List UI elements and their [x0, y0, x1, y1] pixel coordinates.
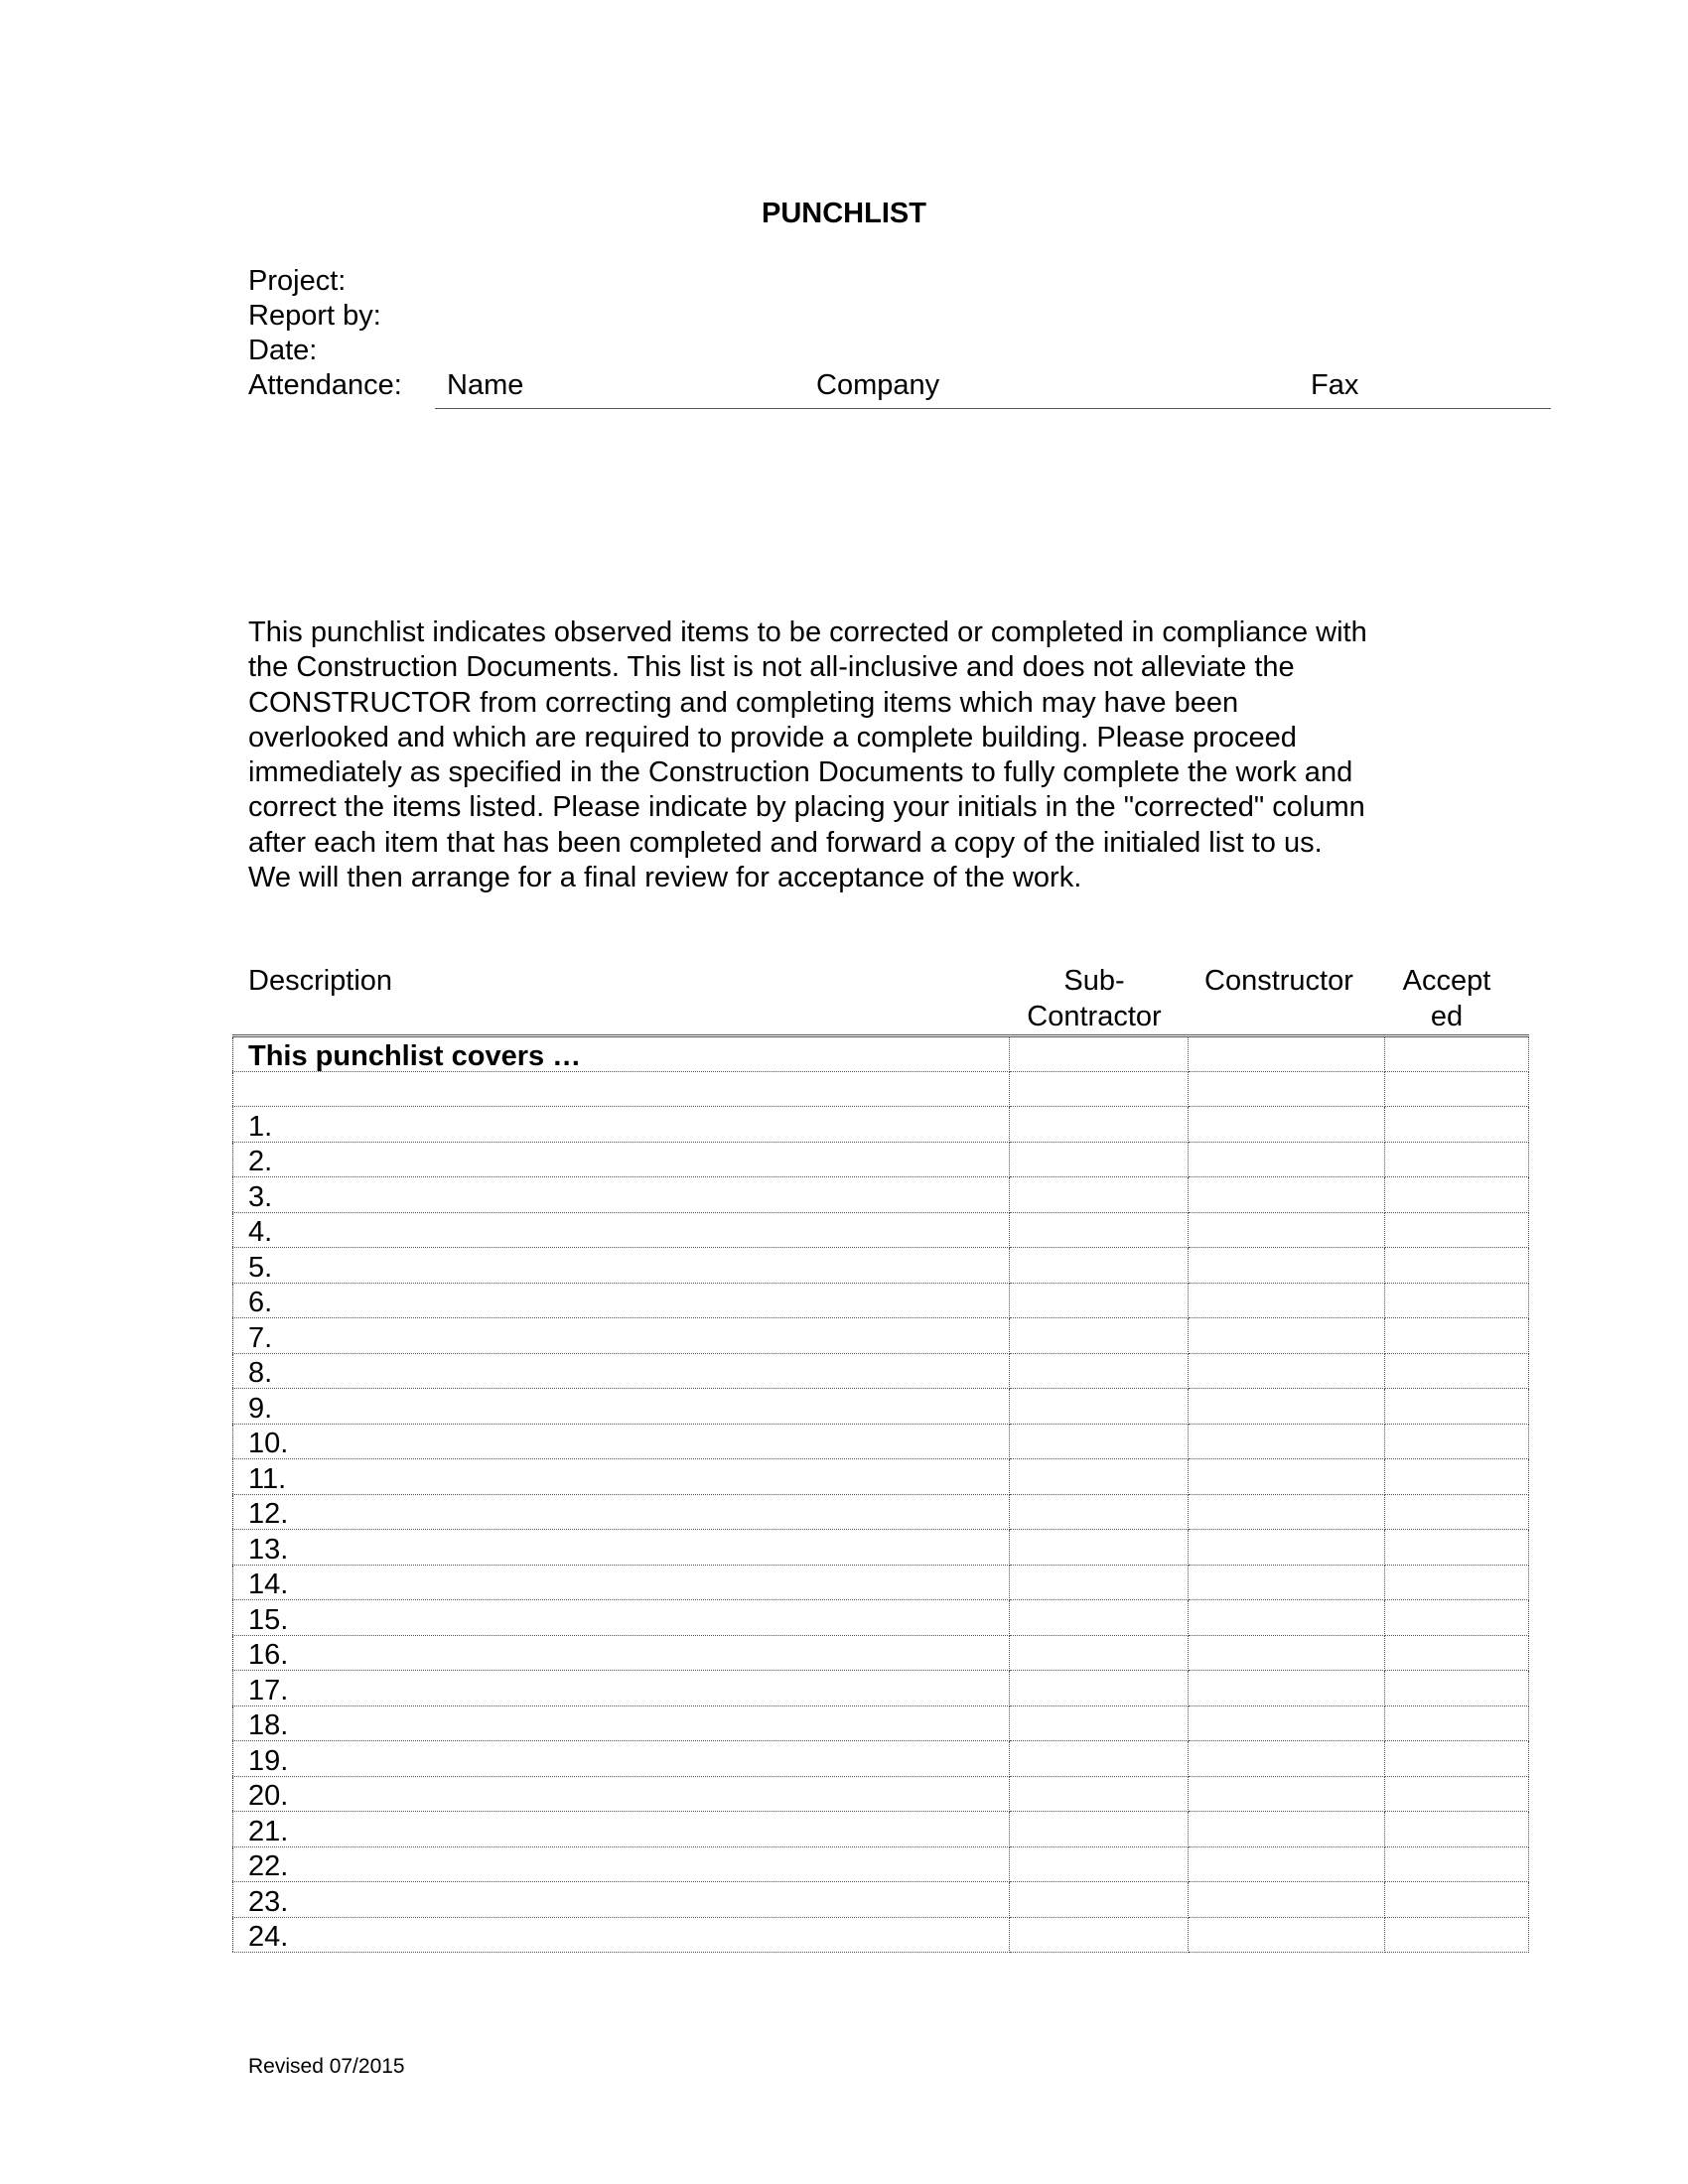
- table-row: [233, 1212, 1529, 1248]
- accepted-cell[interactable]: [1385, 1635, 1529, 1671]
- accepted-cell[interactable]: [1385, 1530, 1529, 1566]
- paragraph-line: overlooked and which are required to provide a complete building. Please proceed: [248, 721, 1297, 753]
- constructor-cell[interactable]: [1189, 1212, 1385, 1248]
- revision-note: Revised 07/2015: [248, 2055, 405, 2078]
- accepted-cell[interactable]: [1385, 1212, 1529, 1248]
- table-row: [233, 1353, 1529, 1389]
- subcontractor-header: [1005, 963, 1184, 1034]
- constructor-cell[interactable]: [1189, 1882, 1385, 1918]
- constructor-cell[interactable]: [1189, 1776, 1385, 1812]
- constructor-cell[interactable]: [1189, 1706, 1385, 1741]
- accepted-cell[interactable]: [1385, 1248, 1529, 1284]
- table-row: [233, 1389, 1529, 1425]
- accepted-cell[interactable]: [1385, 1494, 1529, 1530]
- description-cell: 16.: [233, 1635, 1010, 1671]
- constructor-cell[interactable]: [1189, 1635, 1385, 1671]
- accepted-cell[interactable]: [1385, 1812, 1529, 1847]
- accepted-cell[interactable]: [1385, 1565, 1529, 1600]
- description-cell: 2.: [233, 1142, 1010, 1177]
- description-cell: 5.: [233, 1248, 1010, 1284]
- table-row: [233, 1530, 1529, 1566]
- paragraph-line: the Construction Documents. This list is not all-inclusive and does not alleviate the: [248, 651, 1295, 684]
- constructor-cell[interactable]: [1189, 1741, 1385, 1777]
- table-row: [233, 1142, 1529, 1177]
- attendance-company-header: Company: [816, 369, 940, 401]
- accepted-cell[interactable]: [1385, 1071, 1529, 1107]
- report-by-label: Report by:: [248, 300, 381, 332]
- constructor-cell[interactable]: [1189, 1283, 1385, 1318]
- subcontractor-cell[interactable]: [1010, 1530, 1189, 1566]
- accepted-cell[interactable]: [1385, 1142, 1529, 1177]
- subcontractor-cell[interactable]: [1010, 1741, 1189, 1777]
- punchlist-table: [232, 1034, 1529, 1953]
- description-cell: This punchlist covers …: [233, 1036, 1010, 1072]
- document-title: PUNCHLIST: [762, 198, 926, 229]
- subcontractor-cell[interactable]: [1010, 1671, 1189, 1706]
- accepted-header-line2: ed: [1430, 1001, 1464, 1032]
- description-cell: 1.: [233, 1107, 1010, 1143]
- description-cell: 6.: [233, 1283, 1010, 1318]
- table-row: [233, 1036, 1529, 1072]
- paragraph-line: correct the items listed. Please indicate by placing your initials in the "corrected" column: [248, 791, 1365, 824]
- subcontractor-cell[interactable]: [1010, 1212, 1189, 1248]
- constructor-cell[interactable]: [1189, 1389, 1385, 1425]
- table-row: [233, 1494, 1529, 1530]
- accepted-cell[interactable]: [1385, 1107, 1529, 1143]
- table-row: [233, 1671, 1529, 1706]
- subcontractor-cell[interactable]: [1010, 1565, 1189, 1600]
- table-row: [233, 1107, 1529, 1143]
- description-cell: 15.: [233, 1600, 1010, 1636]
- accepted-cell[interactable]: [1385, 1459, 1529, 1495]
- constructor-cell[interactable]: [1189, 1248, 1385, 1284]
- subcontractor-cell[interactable]: [1010, 1846, 1189, 1882]
- paragraph-line: We will then arrange for a final review for acceptance of the work.: [248, 862, 1082, 894]
- table-row: [233, 1177, 1529, 1213]
- accepted-cell[interactable]: [1385, 1776, 1529, 1812]
- accepted-cell[interactable]: [1385, 1741, 1529, 1777]
- table-row: [233, 1741, 1529, 1777]
- constructor-cell[interactable]: [1189, 1600, 1385, 1636]
- table-row: [233, 1882, 1529, 1918]
- description-cell: 13.: [233, 1530, 1010, 1566]
- constructor-cell[interactable]: [1189, 1530, 1385, 1566]
- description-cell: [233, 1071, 1010, 1107]
- accepted-cell[interactable]: [1385, 1706, 1529, 1741]
- description-header: Description: [248, 965, 393, 997]
- subcontractor-cell[interactable]: [1010, 1283, 1189, 1318]
- description-cell: 12.: [233, 1494, 1010, 1530]
- accepted-cell[interactable]: [1385, 1882, 1529, 1918]
- description-cell: 17.: [233, 1671, 1010, 1706]
- description-cell: 9.: [233, 1389, 1010, 1425]
- subcontractor-cell[interactable]: [1010, 1706, 1189, 1741]
- accepted-cell[interactable]: [1385, 1389, 1529, 1425]
- meta-block: [248, 264, 402, 403]
- table-row: [233, 1248, 1529, 1284]
- description-cell: 20.: [233, 1776, 1010, 1812]
- accepted-cell[interactable]: [1385, 1283, 1529, 1318]
- description-cell: 22.: [233, 1846, 1010, 1882]
- accepted-cell[interactable]: [1385, 1177, 1529, 1213]
- attendance-rule: [435, 408, 1551, 409]
- paragraph-line: after each item that has been completed and forward a copy of the initialed list to us.: [248, 826, 1323, 859]
- accepted-cell[interactable]: [1385, 1424, 1529, 1459]
- description-cell: 11.: [233, 1459, 1010, 1495]
- constructor-cell[interactable]: [1189, 1459, 1385, 1495]
- accepted-cell[interactable]: [1385, 1671, 1529, 1706]
- subcontractor-cell[interactable]: [1010, 1248, 1189, 1284]
- description-cell: 14.: [233, 1565, 1010, 1600]
- subcontractor-cell[interactable]: [1010, 1459, 1189, 1495]
- description-cell: 7.: [233, 1318, 1010, 1354]
- attendance-label: Attendance:: [248, 369, 402, 401]
- constructor-cell[interactable]: [1189, 1494, 1385, 1530]
- subcontractor-cell[interactable]: [1010, 1142, 1189, 1177]
- subcontractor-header-line2: Contractor: [1027, 1001, 1162, 1032]
- accepted-cell[interactable]: [1385, 1318, 1529, 1354]
- table-row: [233, 1812, 1529, 1847]
- constructor-cell[interactable]: [1189, 1353, 1385, 1389]
- subcontractor-cell[interactable]: [1010, 1635, 1189, 1671]
- constructor-cell[interactable]: [1189, 1107, 1385, 1143]
- subcontractor-cell[interactable]: [1010, 1882, 1189, 1918]
- description-cell: 23.: [233, 1882, 1010, 1918]
- table-row: [233, 1071, 1529, 1107]
- constructor-cell[interactable]: [1189, 1142, 1385, 1177]
- subcontractor-cell[interactable]: [1010, 1812, 1189, 1847]
- subcontractor-cell[interactable]: [1010, 1494, 1189, 1530]
- accepted-header-line1: Accept: [1402, 965, 1491, 997]
- table-row: [233, 1917, 1529, 1953]
- project-label: Project:: [248, 265, 347, 297]
- subcontractor-cell[interactable]: [1010, 1389, 1189, 1425]
- accepted-cell[interactable]: [1385, 1036, 1529, 1072]
- subcontractor-cell[interactable]: [1010, 1776, 1189, 1812]
- accepted-cell[interactable]: [1385, 1353, 1529, 1389]
- constructor-cell[interactable]: [1189, 1671, 1385, 1706]
- date-label: Date:: [248, 335, 318, 366]
- constructor-cell[interactable]: [1189, 1846, 1385, 1882]
- attendance-fax-header: Fax: [1311, 369, 1359, 401]
- subcontractor-cell[interactable]: [1010, 1177, 1189, 1213]
- paragraph-line: This punchlist indicates observed items to be corrected or completed in compliance with: [248, 616, 1367, 648]
- table-row: [233, 1706, 1529, 1741]
- accepted-cell[interactable]: [1385, 1846, 1529, 1882]
- constructor-cell[interactable]: [1189, 1812, 1385, 1847]
- description-cell: 24.: [233, 1917, 1010, 1953]
- constructor-cell[interactable]: [1189, 1917, 1385, 1953]
- description-cell: 19.: [233, 1741, 1010, 1777]
- description-cell: 4.: [233, 1212, 1010, 1248]
- accepted-header: [1382, 963, 1511, 1034]
- description-cell: 3.: [233, 1177, 1010, 1213]
- accepted-cell[interactable]: [1385, 1917, 1529, 1953]
- description-cell: 18.: [233, 1706, 1010, 1741]
- table-row: [233, 1776, 1529, 1812]
- table-row: [233, 1424, 1529, 1459]
- table-row: [233, 1318, 1529, 1354]
- constructor-cell[interactable]: [1189, 1071, 1385, 1107]
- table-row: [233, 1283, 1529, 1318]
- constructor-cell[interactable]: [1189, 1318, 1385, 1354]
- subcontractor-cell[interactable]: [1010, 1424, 1189, 1459]
- subcontractor-cell[interactable]: [1010, 1036, 1189, 1072]
- constructor-cell[interactable]: [1189, 1177, 1385, 1213]
- instructions-paragraph: [248, 615, 1559, 895]
- description-cell: 10.: [233, 1424, 1010, 1459]
- attendance-name-header: Name: [447, 369, 524, 401]
- paragraph-line: CONSTRUCTOR from correcting and completing items which may have been: [248, 686, 1239, 719]
- subcontractor-cell[interactable]: [1010, 1600, 1189, 1636]
- description-cell: 8.: [233, 1353, 1010, 1389]
- constructor-cell[interactable]: [1189, 1036, 1385, 1072]
- paragraph-line: immediately as specified in the Construction Documents to fully complete the work and: [248, 756, 1353, 789]
- subcontractor-cell[interactable]: [1010, 1917, 1189, 1953]
- subcontractor-header-line1: Sub-: [1063, 965, 1125, 997]
- description-cell: 21.: [233, 1812, 1010, 1847]
- constructor-header: Constructor: [1204, 965, 1353, 997]
- accepted-cell[interactable]: [1385, 1600, 1529, 1636]
- table-row: [233, 1846, 1529, 1882]
- subcontractor-cell[interactable]: [1010, 1318, 1189, 1354]
- table-row: [233, 1600, 1529, 1636]
- constructor-cell[interactable]: [1189, 1424, 1385, 1459]
- subcontractor-cell[interactable]: [1010, 1107, 1189, 1143]
- table-row: [233, 1565, 1529, 1600]
- constructor-cell[interactable]: [1189, 1565, 1385, 1600]
- subcontractor-cell[interactable]: [1010, 1071, 1189, 1107]
- table-row: [233, 1635, 1529, 1671]
- table-row: [233, 1459, 1529, 1495]
- subcontractor-cell[interactable]: [1010, 1353, 1189, 1389]
